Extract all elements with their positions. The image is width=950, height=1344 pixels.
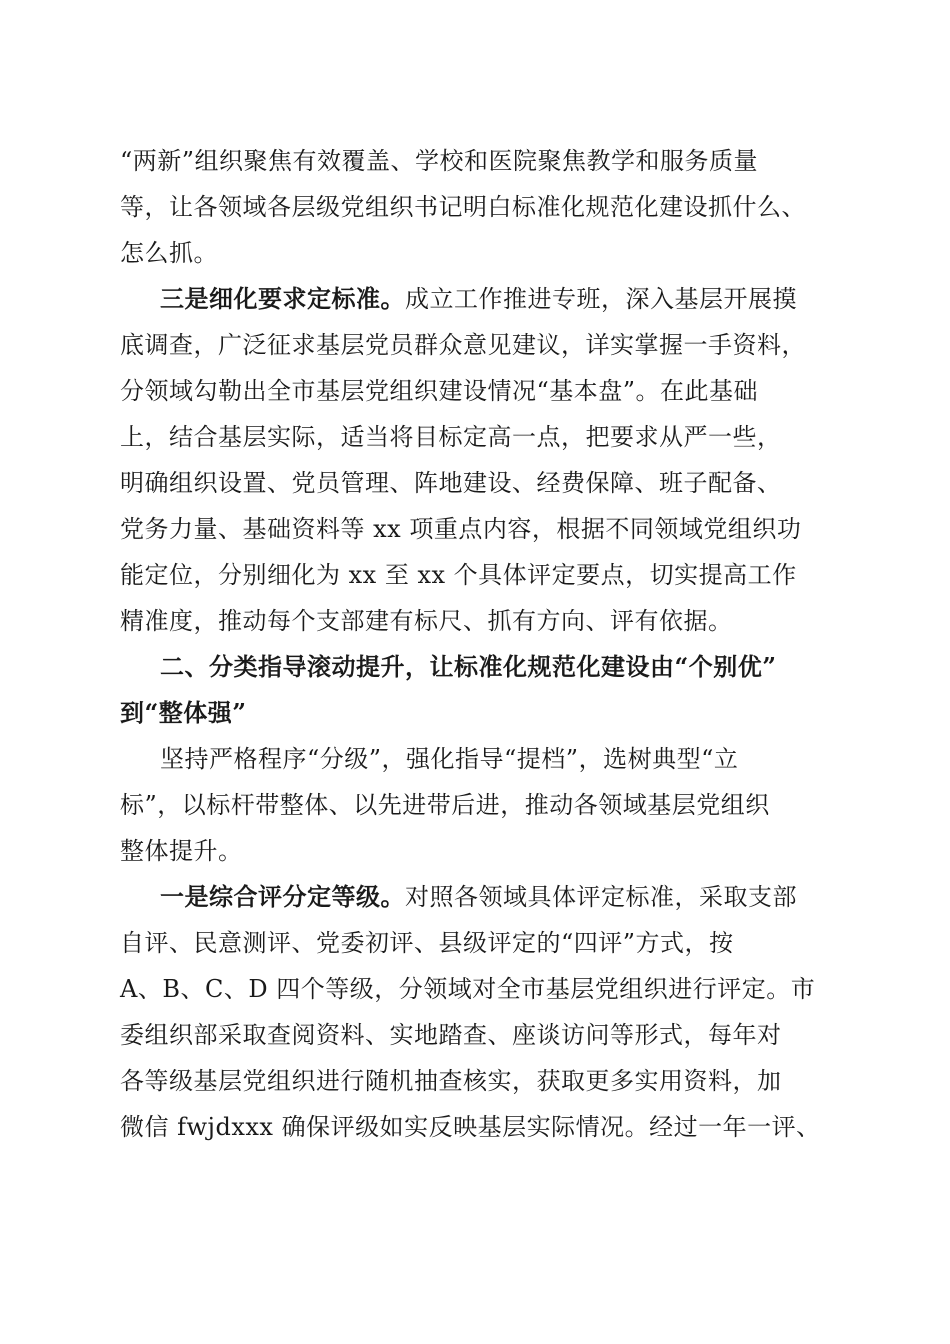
paragraph-line: 怎么抓。: [120, 239, 218, 267]
section-heading: 到“整体强”: [120, 698, 247, 727]
paragraph-line: 各等级基层党组织进行随机抽查核实，获取更多实用资料，加: [120, 1067, 782, 1095]
paragraph-lead: 三是细化要求定标准。: [160, 284, 405, 313]
paragraph-line: 党务力量、基础资料等 xx 项重点内容，根据不同领域党组织功: [120, 515, 802, 543]
paragraph-line: 标”，以标杆带整体、以先进带后进，推动各领域基层党组织: [120, 791, 770, 819]
paragraph-text: 对照各领域具体评定标准，采取支部: [405, 883, 797, 911]
paragraph-line: 精准度，推动每个支部建有标尺、抓有方向、评有依据。: [120, 607, 733, 635]
section-heading: 二、分类指导滚动提升，让标准化规范化建设由“个别优”: [160, 652, 777, 681]
paragraph-line: 上，结合基层实际，适当将目标定高一点，把要求从严一些，: [120, 423, 782, 451]
paragraph-line: 等，让各领域各层级党组织书记明白标准化规范化建设抓什么、: [120, 193, 806, 221]
paragraph-first-line: [160, 284, 797, 314]
paragraph-line: 分领域勾勒出全市基层党组织建设情况“基本盘”。在此基础: [120, 377, 759, 405]
paragraph-line: 整体提升。: [120, 837, 243, 865]
paragraph-line: 能定位，分别细化为 xx 至 xx 个具体评定要点，切实提高工作: [120, 561, 797, 589]
paragraph-line: A、B、C、D 四个等级，分领域对全市基层党组织进行评定。市: [120, 975, 816, 1003]
paragraph-line: “两新”组织聚焦有效覆盖、学校和医院聚焦教学和服务质量: [120, 147, 759, 175]
paragraph-line: 委组织部采取查阅资料、实地踏查、座谈访问等形式，每年对: [120, 1021, 782, 1049]
paragraph-lead: 一是综合评分定等级。: [160, 882, 405, 911]
paragraph-line: 坚持严格程序“分级”，强化指导“提档”，选树典型“立: [160, 745, 739, 773]
paragraph-line: 自评、民意测评、党委初评、县级评定的“四评”方式，按: [120, 929, 734, 957]
paragraph-first-line: [160, 882, 797, 912]
paragraph-line: 明确组织设置、党员管理、阵地建设、经费保障、班子配备、: [120, 469, 782, 497]
paragraph-line: 微信 fwjdxxx 确保评级如实反映基层实际情况。经过一年一评、: [120, 1113, 821, 1141]
paragraph-text: 成立工作推进专班，深入基层开展摸: [405, 285, 797, 313]
paragraph-line: 底调查，广泛征求基层党员群众意见建议，详实掌握一手资料，: [120, 331, 806, 359]
